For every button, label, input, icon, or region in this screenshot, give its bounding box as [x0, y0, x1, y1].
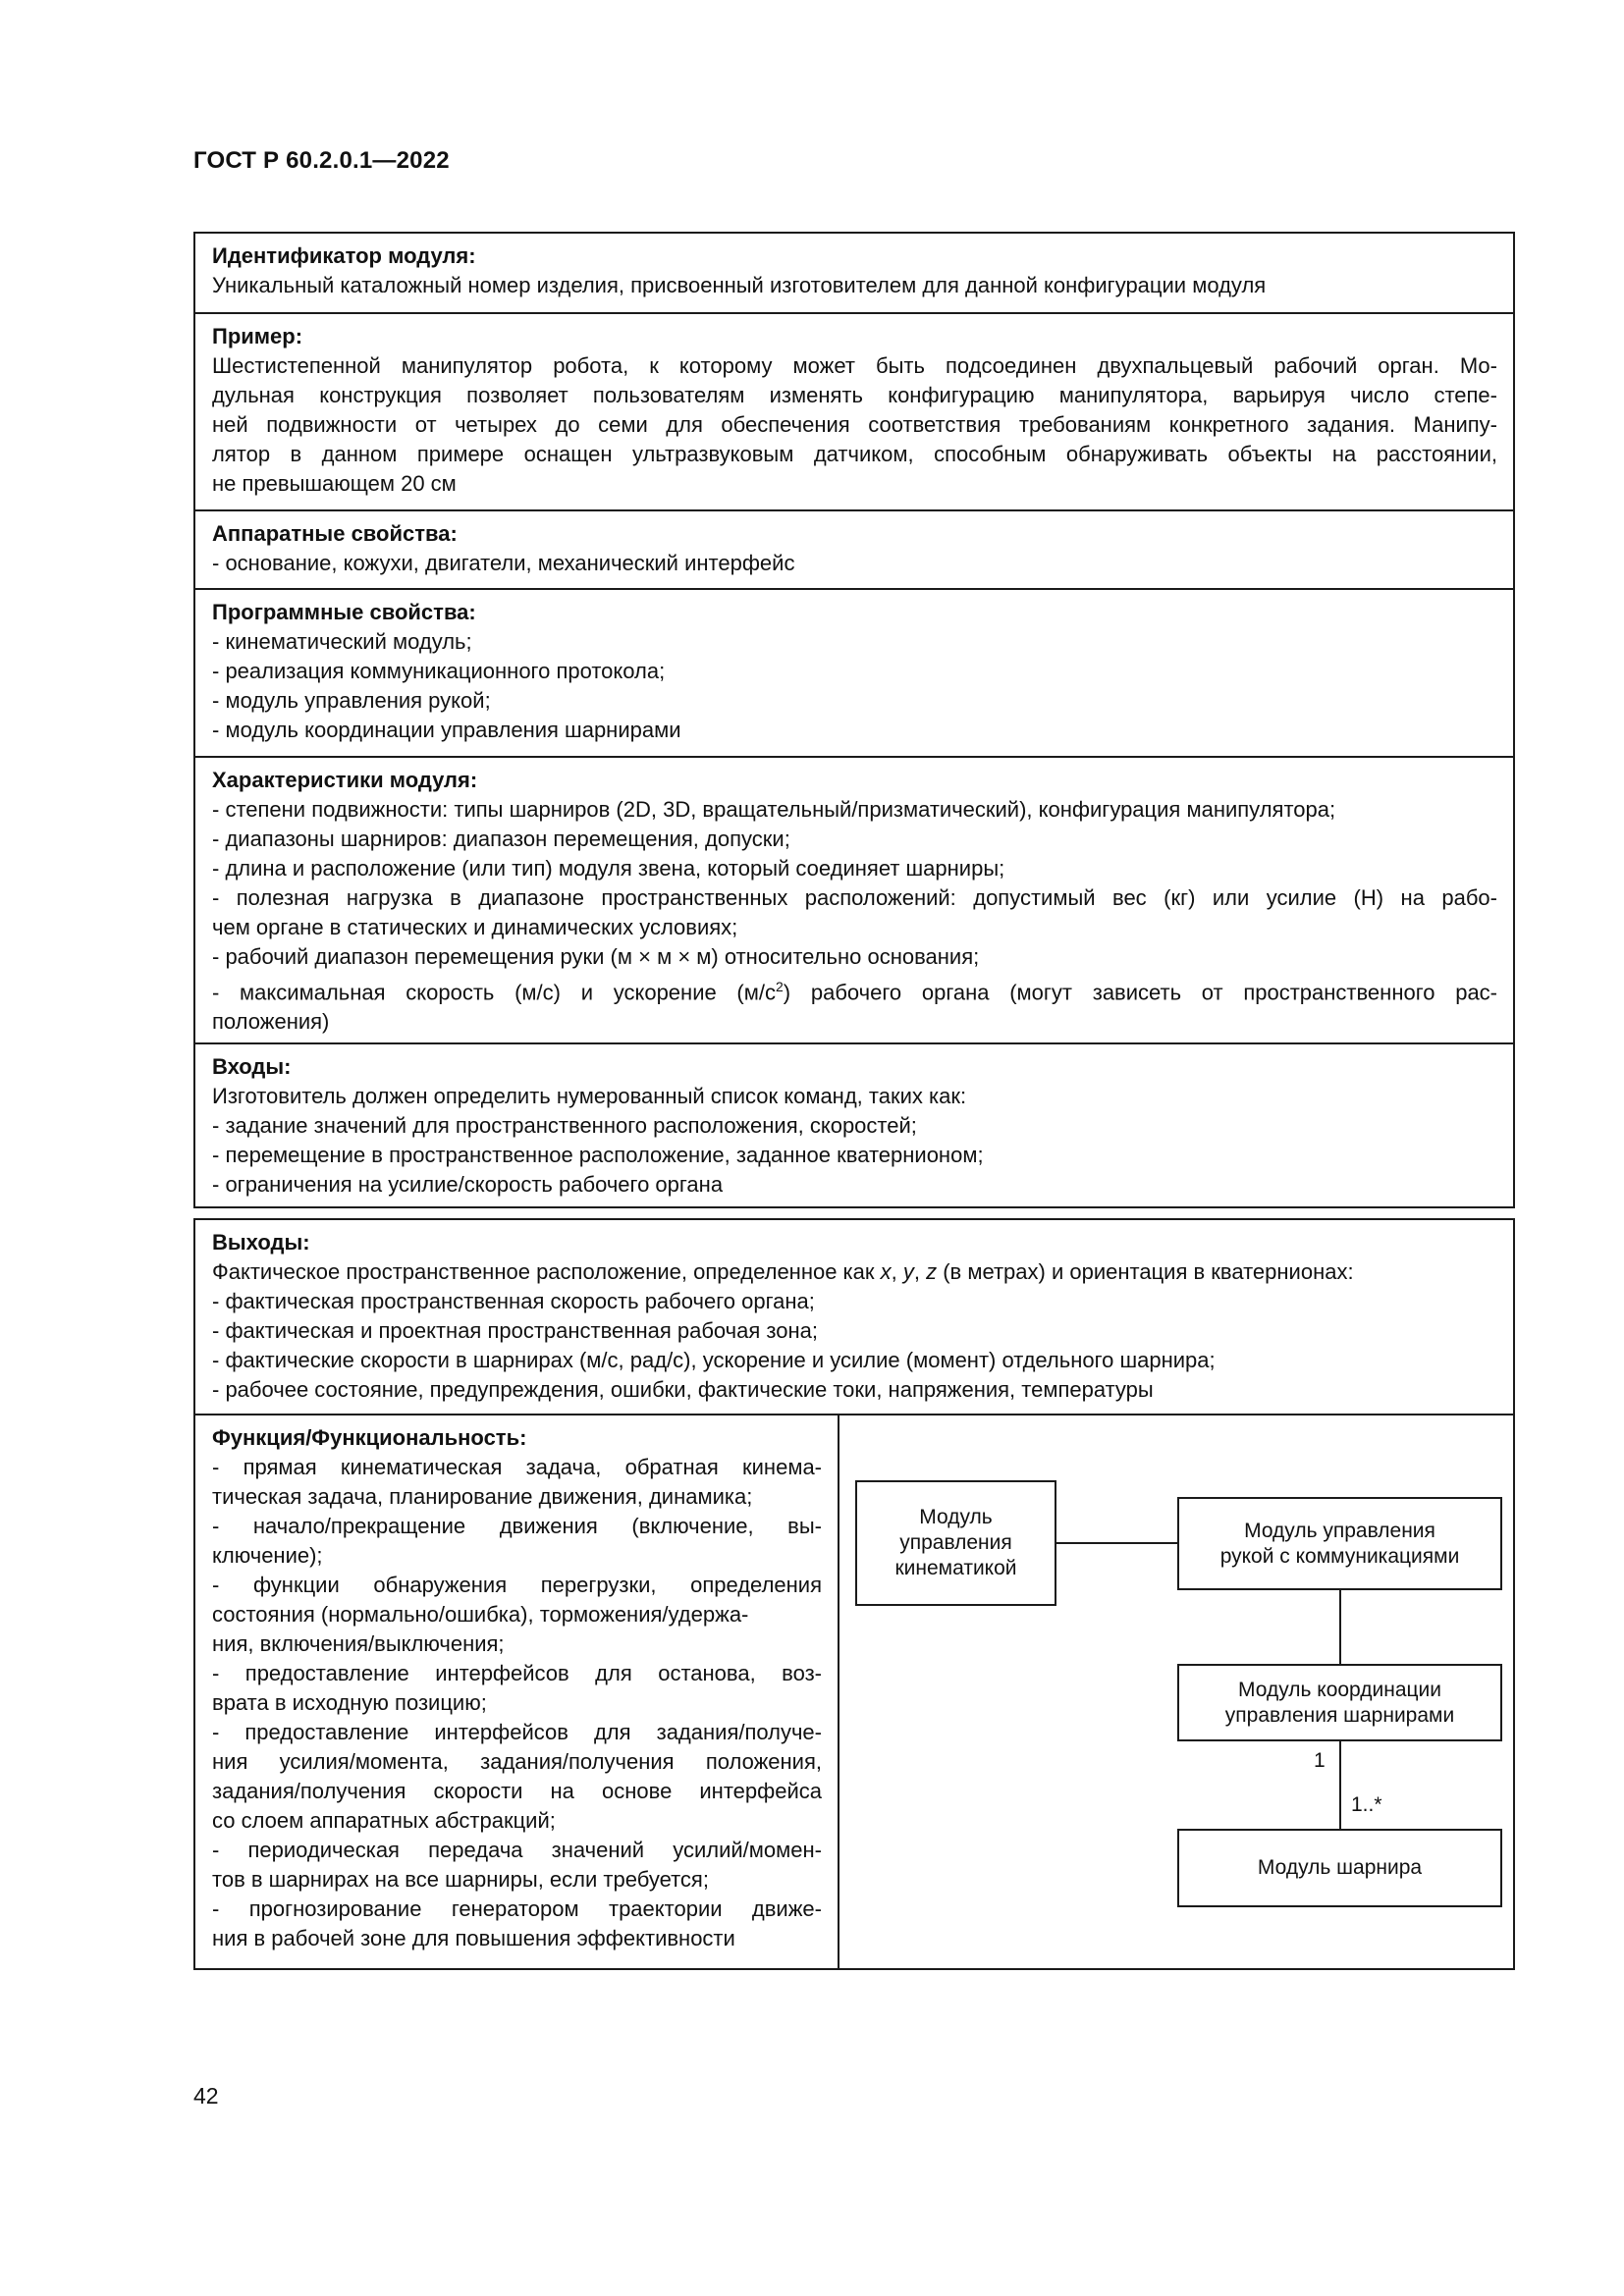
box-label: управления шарнирами [1224, 1703, 1455, 1727]
box-label: Модуль [919, 1506, 993, 1528]
characteristics-line: - длина и расположение (или тип) модуля звена, который соединяет шарниры; [212, 856, 1005, 881]
inputs-line: Изготовитель должен определить нумерованный список команд, таких как: [212, 1084, 967, 1108]
functions-line: задания/получения скорости на основе интерфейса [212, 1779, 822, 1803]
var-z: z [926, 1259, 938, 1284]
functions-line: ключение); [212, 1543, 323, 1568]
connector-line [1339, 1741, 1341, 1829]
functions-line: ния усилия/момента, задания/получения положения, [212, 1749, 822, 1774]
var-y: y [902, 1259, 914, 1284]
outputs-intro-part: Фактическое пространственное расположение, определенное как [212, 1259, 881, 1284]
box-label: рукой с коммуникациями [1219, 1544, 1460, 1568]
box-label: Модуль шарнира [1257, 1856, 1423, 1879]
kinematics-module-box [855, 1480, 1056, 1606]
speed-line-end: положения) [212, 1009, 330, 1035]
module-id-text: Уникальный каталожный номер изделия, присвоенный изготовителем для данной конфигурации модуля [212, 273, 1267, 297]
functions-line: врата в исходную позицию; [212, 1690, 487, 1715]
characteristics-line: - степени подвижности: типы шарниров (2D, 3D, вращательный/призматический), конфигурация манипулятора; [212, 797, 1336, 822]
characteristics-line: - диапазоны шарниров: диапазон перемещения, допуски; [212, 827, 790, 851]
functions-list [195, 1415, 839, 1968]
software-title: Программные свойства: [212, 600, 476, 624]
functions-line: - периодическая передача значений усилий/момен- [212, 1838, 822, 1862]
functions-line: - предоставление интерфейсов для задания/получе- [212, 1720, 822, 1744]
outputs-intro [212, 1257, 1497, 1287]
functions-line: - начало/прекращение движения (включение, вы- [212, 1514, 822, 1538]
software-line: - модуль управления рукой; [212, 688, 491, 713]
example-line: дульная конструкция позволяет пользователям изменять конфигурацию манипулятора, варьируя число степе- [212, 383, 1497, 407]
module-outputs-table [193, 1218, 1515, 1970]
functions-line: состояния (нормально/ошибка), торможения/удержа- [212, 1602, 749, 1627]
box-label: Модуль координации [1238, 1678, 1441, 1701]
page-number: 42 [193, 2083, 219, 2109]
software-section [195, 590, 1513, 758]
inputs-title: Входы: [212, 1054, 292, 1079]
module-description-table [193, 232, 1515, 1208]
module-diagram [839, 1415, 1513, 1968]
arm-control-module-box [1177, 1497, 1502, 1590]
functions-line: ния, включения/выключения; [212, 1631, 505, 1656]
module-id-title: Идентификатор модуля: [212, 243, 476, 268]
hardware-line: - основание, кожухи, двигатели, механический интерфейс [212, 551, 795, 575]
functions-line: ния в рабочей зоне для повышения эффективности [212, 1926, 735, 1950]
document-code: ГОСТ Р 60.2.0.1—2022 [193, 147, 450, 174]
software-line: - реализация коммуникационного протокола; [212, 659, 666, 683]
inputs-line: - ограничения на усилие/скорость рабочего органа [212, 1172, 724, 1197]
outputs-section [195, 1220, 1513, 1415]
speed-line-part: - максимальная скорость (м/с) и ускорение (м/с [212, 980, 776, 1005]
characteristics-title: Характеристики модуля: [212, 768, 478, 792]
functions-section [195, 1415, 1513, 1968]
speed-superscript: 2 [776, 979, 784, 994]
box-label: управления [899, 1531, 1012, 1554]
characteristics-section [195, 758, 1513, 1044]
functions-line: - прогнозирование генератором траектории движе- [212, 1896, 822, 1921]
comma: , [891, 1259, 903, 1284]
module-id-section [195, 234, 1513, 314]
outputs-intro-part: (в метрах) и ориентация в кватернионах: [937, 1259, 1354, 1284]
var-x: x [880, 1259, 892, 1284]
characteristics-line: - полезная нагрузка в диапазоне пространственных расположений: допустимый вес (кг) или усилие (Н) на рабо- [212, 885, 1497, 910]
functions-line: тическая задача, планирование движения, динамика; [212, 1484, 753, 1509]
connector-line [1339, 1590, 1341, 1664]
example-line: ней подвижности от четырех до семи для обеспечения соответствия требованиям конкретного задания. Манипу- [212, 412, 1497, 437]
functions-line: - прямая кинематическая задача, обратная кинема- [212, 1455, 822, 1479]
example-line: Шестистепенной манипулятор робота, к которому может быть подсоединен двухпальцевый рабочий орган. Мо- [212, 353, 1497, 378]
characteristics-line: чем органе в статических и динамических условиях; [212, 915, 738, 939]
joint-coordination-module-box [1177, 1664, 1502, 1741]
functions-line: тов в шарнирах на все шарниры, если требуется; [212, 1867, 709, 1892]
example-line: лятор в данном примере оснащен ультразвуковым датчиком, способным обнаруживать объекты на расстоянии, [212, 442, 1497, 466]
comma: , [913, 1259, 927, 1284]
speed-line [212, 972, 1497, 1007]
outputs-line: - фактические скорости в шарнирах (м/с, рад/с), ускорение и усилие (момент) отдельного шарнира; [212, 1348, 1216, 1372]
outputs-line: - рабочее состояние, предупреждения, ошибки, фактические токи, напряжения, температуры [212, 1377, 1154, 1402]
functions-line: - предоставление интерфейсов для останова, воз- [212, 1661, 822, 1685]
outputs-line: - фактическая пространственная скорость рабочего органа; [212, 1289, 815, 1313]
inputs-section [195, 1044, 1513, 1206]
example-title: Пример: [212, 324, 303, 348]
outputs-line: - фактическая и проектная пространственная рабочая зона; [212, 1318, 818, 1343]
hardware-title: Аппаратные свойства: [212, 521, 458, 546]
joint-module-box [1177, 1829, 1502, 1907]
multiplicity-one: 1 [1314, 1749, 1326, 1772]
example-section [195, 314, 1513, 511]
box-label: Модуль управления [1244, 1519, 1435, 1542]
functions-line: со слоем аппаратных абстракций; [212, 1808, 556, 1833]
outputs-title: Выходы: [212, 1230, 310, 1255]
software-line: - модуль координации управления шарнирами [212, 718, 681, 742]
example-line: не превышающем 20 см [212, 471, 457, 496]
speed-line-part: ) рабочего органа (могут зависеть от пространственного рас- [783, 980, 1497, 1005]
connector-line [1056, 1542, 1177, 1544]
functions-line: - функции обнаружения перегрузки, определения [212, 1573, 822, 1597]
inputs-line: - задание значений для пространственного расположения, скоростей; [212, 1113, 917, 1138]
characteristics-line: - рабочий диапазон перемещения руки (м × м × м) относительно основания; [212, 944, 980, 969]
box-label: кинематикой [894, 1557, 1017, 1579]
multiplicity-many: 1..* [1351, 1793, 1382, 1816]
software-line: - кинематический модуль; [212, 629, 472, 654]
functions-title: Функция/Функциональность: [212, 1425, 527, 1450]
inputs-line: - перемещение в пространственное расположение, заданное кватернионом; [212, 1143, 984, 1167]
hardware-section [195, 511, 1513, 590]
